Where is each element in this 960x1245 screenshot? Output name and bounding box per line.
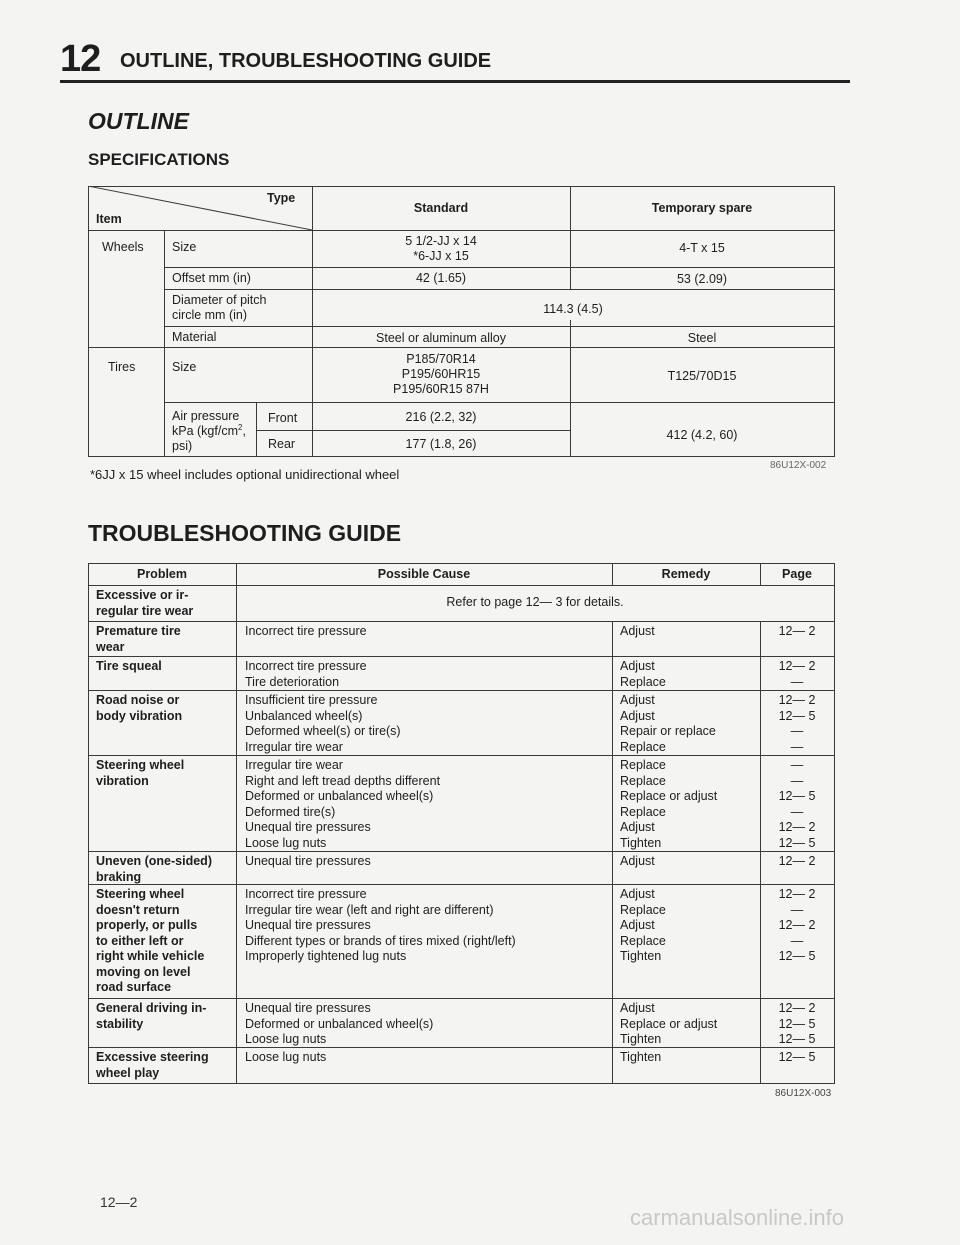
pcd-label-2: circle mm (in) [172, 308, 247, 322]
head-standard: Standard [413, 201, 469, 215]
chapter-title: OUTLINE, TROUBLESHOOTING GUIDE [120, 50, 492, 72]
problem-cell: Uneven (one-sided) braking [96, 854, 212, 884]
air-label-3: psi) [172, 439, 193, 453]
header-rule [60, 80, 850, 83]
rear-label: Rear [268, 437, 296, 451]
tire-size-std-1: P185/70R14 [406, 352, 476, 366]
air-label-1: Air pressure [172, 409, 240, 423]
material-std: Steel or aluminum alloy [376, 331, 506, 345]
remedy-cell: Tighten [620, 1050, 662, 1064]
watermark: carmanualsonline.info [630, 1205, 845, 1230]
problem-cell: Road noise or body vibration [96, 693, 183, 723]
header-remedy: Remedy [661, 567, 711, 581]
cause-cell: Incorrect tire pressure [245, 624, 367, 638]
remedy-cell: Adjust Replace or adjust Tighten [620, 1001, 718, 1046]
troubleshooting-heading: TROUBLESHOOTING GUIDE [88, 520, 402, 546]
material-label: Material [172, 330, 217, 344]
page-cell: 12— 2 [778, 624, 816, 638]
tire-size-std-3: P195/60R15 87H [393, 382, 489, 396]
wheel-size-std-1: 5 1/2-JJ x 14 [405, 234, 477, 248]
tire-size-std-2: P195/60HR15 [401, 367, 481, 381]
head-type: Type [267, 191, 296, 205]
problem-cell: Tire squeal [96, 659, 162, 673]
specifications-heading: SPECIFICATIONS [88, 150, 230, 169]
wheel-size-label: Size [172, 240, 197, 254]
offset-spare: 53 (2.09) [676, 272, 728, 286]
tsg-figure-code: 86U12X-003 [775, 1088, 832, 1099]
remedy-cell: Adjust [620, 854, 655, 868]
tire-size-spare: T125/70D15 [667, 369, 737, 383]
page-cell: 12— 2 [778, 854, 816, 868]
pcd-label-1: Diameter of pitch [172, 293, 267, 307]
remedy-cell: Adjust [620, 624, 655, 638]
air-spare: 412 (4.2, 60) [666, 428, 738, 442]
remedy-cell: Replace Replace Replace or adjust Replace Adjust Tighten [620, 758, 718, 850]
head-item: Item [96, 212, 122, 226]
material-spare: Steel [687, 331, 717, 345]
cause-cell: Incorrect tire pressure Tire deterioration [245, 659, 367, 689]
front-std: 216 (2.2, 32) [405, 410, 477, 424]
wheel-size-spare: 4-T x 15 [679, 241, 725, 255]
air-label-2: kPa ($kgf/cm^2$, [172, 422, 246, 438]
wheels-label: Wheels [102, 240, 144, 254]
page-cell: 12— 2 12— 5 — — [778, 693, 816, 754]
header-problem: Problem [136, 567, 187, 581]
tires-label: Tires [108, 360, 136, 374]
front-label: Front [268, 411, 298, 425]
cause-cell: Incorrect tire pressure Irregular tire wear (left and right are different) Unequal tire pressures Different types or brands of tires mixed (right/left) Improperly tightened lug nuts [245, 887, 516, 963]
rear-std: 177 (1.8, 26) [405, 437, 477, 451]
problem-cell: Steering wheel vibration [96, 758, 185, 788]
problem-cell: Excessive steering wheel play [96, 1050, 209, 1080]
header-page: Page [782, 567, 812, 581]
head-spare: Temporary spare [651, 201, 753, 215]
cause-cell: Irregular tire wear Right and left tread depths different Deformed or unbalanced wheel(s) Deformed tire(s) Unequal tire pressures Loose lug nuts [245, 758, 441, 850]
cause-cell: Refer to page 12— 3 for details. [446, 595, 624, 609]
remedy-cell: Adjust Replace [620, 659, 666, 689]
problem-cell: General driving in- stability [96, 1001, 207, 1031]
tire-size-label: Size [172, 360, 197, 374]
spec-figure-code: 86U12X-002 [770, 460, 827, 471]
cause-cell: Unequal tire pressures [245, 854, 371, 868]
cause-cell: Unequal tire pressures Deformed or unbalanced wheel(s) Loose lug nuts [245, 1001, 434, 1046]
wheel-size-std-2: *6-JJ x 15 [413, 249, 469, 263]
cause-cell: Loose lug nuts [245, 1050, 327, 1064]
page-cell: 12— 2 — [778, 659, 816, 689]
remedy-cell: Adjust Replace Adjust Replace Tighten [620, 887, 666, 963]
chapter-number: 12 [60, 38, 101, 80]
page-cell: 12— 2 12— 5 12— 5 [778, 1001, 816, 1046]
problem-cell: Premature tire wear [96, 624, 181, 654]
problem-cell: Excessive or ir- regular tire wear [96, 588, 194, 618]
pcd-value: 114.3 (4.5) [543, 302, 603, 316]
page-cell: 12— 2 — 12— 2 — 12— 5 [778, 887, 816, 963]
spec-footnote: *6JJ x 15 wheel includes optional unidirectional wheel [90, 467, 400, 482]
page-cell: 12— 5 [778, 1050, 816, 1064]
problem-cell: Steering wheel doesn't return properly, or pulls to either left or right while vehicle moving on level road surface [96, 887, 205, 994]
offset-std: 42 (1.65) [415, 271, 467, 285]
header-cause: Possible Cause [377, 567, 471, 581]
outline-heading: OUTLINE [88, 108, 189, 134]
page-cell: — — 12— 5 — 12— 2 12— 5 [778, 758, 816, 850]
page-number: 12—2 [100, 1194, 138, 1210]
offset-label: Offset mm (in) [172, 271, 251, 285]
cause-cell: Insufficient tire pressure Unbalanced wheel(s) Deformed wheel(s) or tire(s) Irregular tire wear [245, 693, 401, 754]
remedy-cell: Adjust Adjust Repair or replace Replace [620, 693, 716, 754]
